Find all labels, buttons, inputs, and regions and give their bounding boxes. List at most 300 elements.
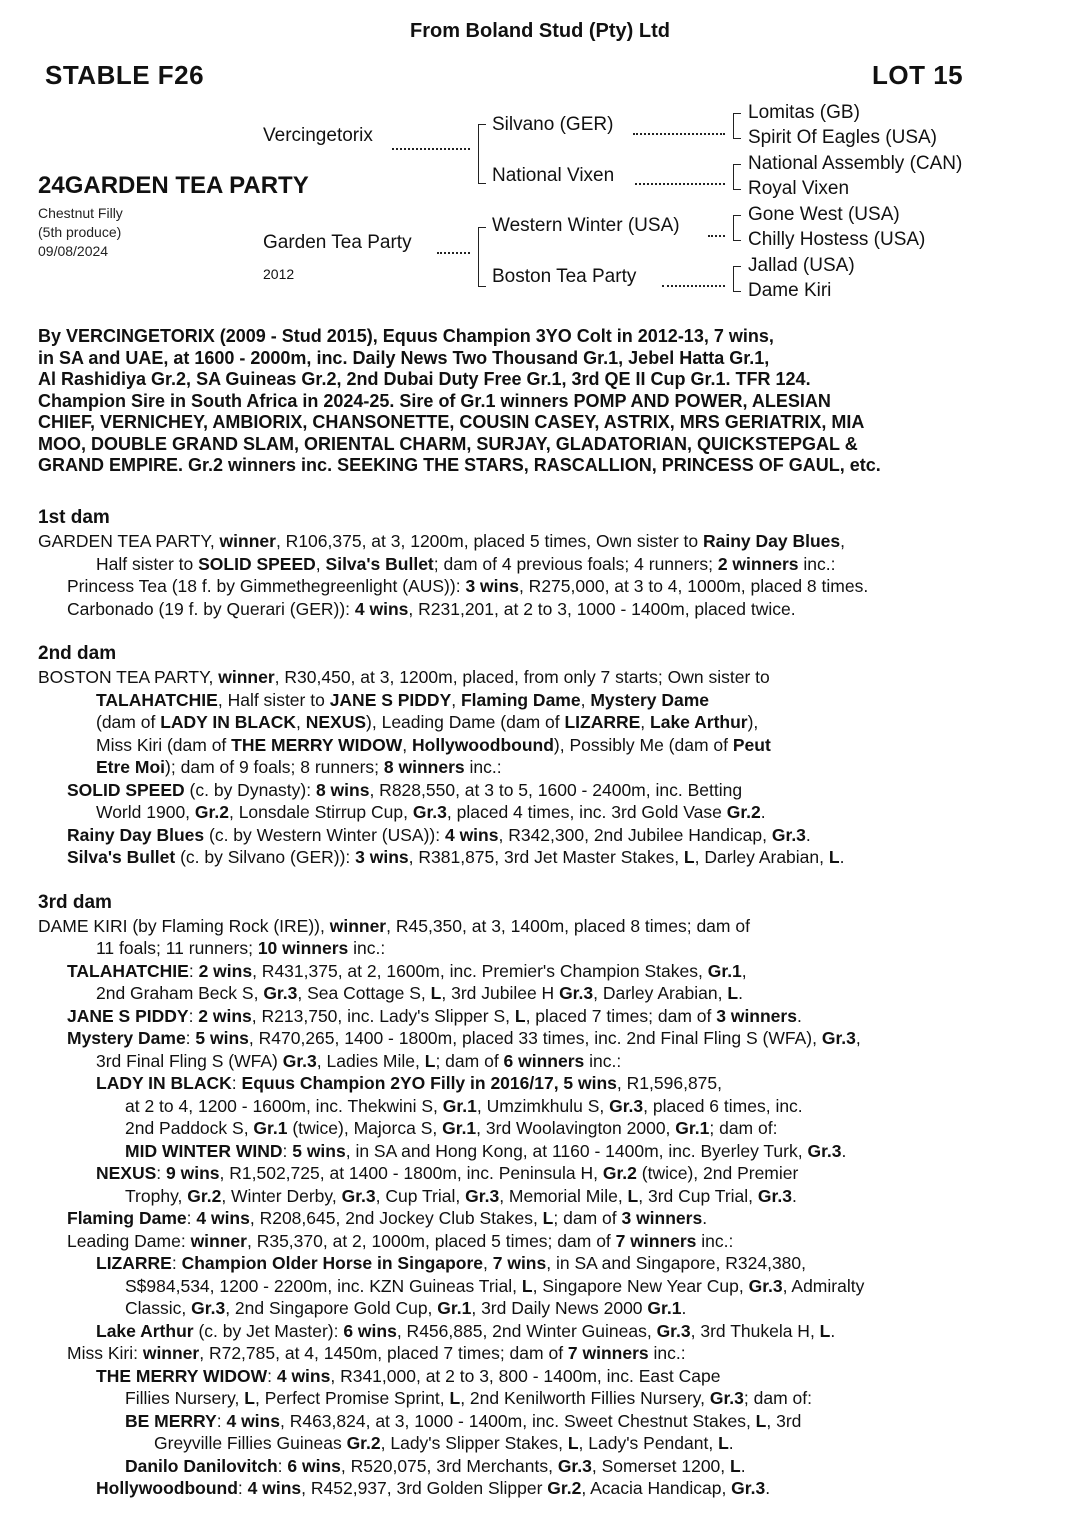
text: , in SA and Hong Kong, at 1160 - 1400m, inc. Byerley Turk, <box>345 1140 808 1161</box>
text: , Umzimkhulu S, <box>476 1095 610 1116</box>
record-line <box>38 666 1073 689</box>
ped-sire-dam: National Vixen <box>492 165 615 186</box>
bold-text: 7 wins <box>492 1253 547 1273</box>
text: (c. by Western Winter (USA)): <box>204 824 445 845</box>
bold-text: 8 wins <box>315 779 370 800</box>
text: ); dam of 9 foals; 8 runners; <box>165 757 384 777</box>
bold-text: Rainy Day Blues <box>67 824 205 845</box>
text: : <box>282 1140 293 1161</box>
bold-text: Gr.1 <box>253 1118 288 1138</box>
text: , <box>580 689 591 710</box>
text: Princess Tea (18 f. by Gimmethegreenlight (AUS)): <box>67 576 466 596</box>
text: , R452,937, 3rd Golden Slipper <box>301 1478 548 1498</box>
record-line <box>38 711 1073 734</box>
text: Fillies Nursery, <box>125 1388 245 1408</box>
bold-text: Gr.3 <box>412 802 447 822</box>
bold-text: Mystery Dame <box>67 1028 186 1048</box>
horse-sex-color: Chestnut Filly <box>38 205 123 221</box>
text: , <box>840 531 845 551</box>
record-line <box>38 1207 1073 1230</box>
text: , <box>315 553 326 574</box>
text: inc.: <box>798 553 836 574</box>
text: , <box>483 1253 493 1273</box>
bold-text: 3 winners <box>621 1208 703 1228</box>
ped-dam-sire: Western Winter (USA) <box>492 215 680 236</box>
text: ; dam of: <box>709 1118 778 1138</box>
bold-text: 6 wins <box>343 1320 397 1341</box>
bold-text: Gr.1 <box>647 1298 682 1318</box>
record-line <box>38 846 1073 869</box>
bold-text: 4 wins <box>276 1365 331 1386</box>
bold-text: Hollywoodbound <box>96 1478 238 1498</box>
text: , Cup Trial, <box>375 1185 466 1206</box>
bold-text: 2 wins <box>198 1005 252 1026</box>
text: inc.: <box>464 757 502 777</box>
bold-text: winner <box>329 915 387 936</box>
bold-text: Gr.3 <box>807 1140 842 1161</box>
sire-line: CHIEF, VERNICHEY, AMBIORIX, CHANSONETTE, COUSIN CASEY, ASTRIX, MRS GERIATRIX, MIA <box>38 412 865 432</box>
record-line <box>38 1297 1073 1320</box>
text: inc.: <box>648 1343 686 1363</box>
text: , R275,000, at 3 to 4, 1000m, placed 8 times. <box>518 576 869 596</box>
text: (twice), Majorca S, <box>287 1118 443 1138</box>
bold-text: TALAHATCHIE <box>96 689 218 710</box>
record-line <box>38 1140 1073 1163</box>
text: , <box>855 1028 861 1048</box>
bold-text: Peut <box>732 734 771 755</box>
text: , Darley Arabian, <box>593 983 728 1003</box>
text: BOSTON TEA PARTY, <box>38 667 219 687</box>
sire-summary <box>38 326 1068 477</box>
ped-connector <box>662 285 725 287</box>
text: inc.: <box>584 1050 622 1071</box>
bold-text: BE MERRY <box>125 1410 217 1431</box>
ped-gg-2: Spirit Of Eagles (USA) <box>748 127 937 148</box>
record-line <box>38 1365 1073 1388</box>
bold-text: L <box>627 1185 639 1206</box>
dam-sections <box>38 506 1073 1500</box>
bold-text: MID WINTER WIND <box>125 1140 283 1161</box>
text: ), Leading Dame (dam of <box>366 712 565 732</box>
bold-text: Silva's Bullet <box>325 553 434 574</box>
text: , in SA and Singapore, R324,380, <box>546 1253 807 1273</box>
record-line <box>38 756 1073 779</box>
text: 2nd Paddock S, <box>125 1118 254 1138</box>
bold-text: Gr.3 <box>771 824 806 845</box>
text: , 3rd Woolavington 2000, <box>476 1118 676 1138</box>
text: , R828,550, at 3 to 5, 1600 - 2400m, inc. Betting <box>369 779 743 800</box>
text: , R30,450, at 3, 1200m, placed, from only 7 starts; Own sister to <box>274 667 770 687</box>
record-line <box>38 937 1073 960</box>
bold-text: LADY IN BLACK <box>160 712 296 732</box>
bold-text: Gr.2 <box>602 1163 637 1183</box>
ped-connector <box>633 133 725 135</box>
ped-sire-sire: Silvano (GER) <box>492 114 614 135</box>
ped-connector <box>437 252 470 254</box>
bold-text: Lake Arthur <box>96 1320 194 1341</box>
text: (c. by Silvano (GER)): <box>175 847 356 867</box>
text: , Perfect Promise Sprint, <box>254 1388 450 1408</box>
bold-text: 4 wins <box>444 824 499 845</box>
text: , <box>402 734 412 755</box>
bold-text: Danilo Danilovitch <box>125 1455 278 1476</box>
bold-text: NEXUS <box>305 712 367 732</box>
bold-text: Gr.3 <box>191 1298 226 1318</box>
bold-text: L <box>819 1320 831 1341</box>
bold-text: winner <box>190 1230 247 1251</box>
text: . <box>805 824 811 845</box>
ped-connector <box>635 183 725 185</box>
bold-text: L <box>828 847 840 867</box>
bold-text: 9 wins <box>166 1163 220 1183</box>
ped-gg-7: Jallad (USA) <box>748 255 855 276</box>
text: S$984,534, 1200 - 2200m, inc. KZN Guineas Trial, <box>125 1275 522 1296</box>
text: Classic, <box>125 1298 192 1318</box>
text: . <box>839 847 845 867</box>
text: , R1,596,875, <box>616 1073 722 1093</box>
ped-dam-dam: Boston Tea Party <box>492 266 637 287</box>
bold-text: Gr.3 <box>263 983 298 1003</box>
bold-text: 6 wins <box>287 1455 341 1476</box>
bold-text: winner <box>142 1343 200 1363</box>
bold-text: SOLID SPEED <box>67 779 185 800</box>
bold-text: 4 wins <box>354 598 409 619</box>
text: (dam of <box>96 712 161 732</box>
ped-gg-6: Chilly Hostess (USA) <box>748 229 926 250</box>
ped-bracket <box>733 164 741 190</box>
bold-text: Gr.1 <box>437 1298 472 1318</box>
bold-text: Champion Older Horse in Singapore <box>181 1253 483 1273</box>
bold-text: Gr.3 <box>656 1320 691 1341</box>
bold-text: Gr.1 <box>707 960 742 981</box>
bold-text: TALAHATCHIE <box>67 960 189 981</box>
bold-text: L <box>718 1433 729 1453</box>
text: , placed 7 times; dam of <box>525 1005 717 1026</box>
text: , Darley Arabian, <box>694 847 829 867</box>
bold-text: Hollywoodbound <box>412 734 554 755</box>
record-line <box>38 779 1073 802</box>
text: , R342,300, 2nd Jubilee Handicap, <box>498 824 772 845</box>
text: , R341,000, at 2 to 3, 800 - 1400m, inc. East Cape <box>330 1365 721 1386</box>
ped-gg-8: Dame Kiri <box>748 280 832 301</box>
bold-text: Gr.3 <box>559 983 594 1003</box>
text: . <box>791 1185 797 1206</box>
record-line <box>38 1095 1073 1118</box>
ped-gg-1: Lomitas (GB) <box>748 102 860 123</box>
text: , R208,645, 2nd Jockey Club Stakes, <box>249 1208 543 1228</box>
record-line <box>38 553 1073 576</box>
sire-line: in SA and UAE, at 1600 - 2000m, inc. Daily News Two Thousand Gr.1, Jebel Hatta Gr.1, <box>38 347 770 368</box>
text: , placed 4 times, inc. 3rd Gold Vase <box>446 802 727 822</box>
bold-text: L <box>514 1005 526 1026</box>
bold-text: winner <box>218 667 275 687</box>
text: , 3rd Cup Trial, <box>638 1185 758 1206</box>
text: , R45,350, at 3, 1400m, placed 8 times; dam of <box>386 915 750 936</box>
bold-text: Rainy Day Blues <box>702 531 841 551</box>
bold-text: 10 winners <box>257 938 349 958</box>
bold-text: JANE S PIDDY <box>67 1005 189 1026</box>
text: ; dam of <box>435 1050 504 1071</box>
text: , Acacia Handicap, <box>581 1478 732 1498</box>
bold-text: 7 winners <box>615 1230 697 1251</box>
lot-number: LOT 15 <box>872 60 964 90</box>
bold-text: LIZARRE <box>96 1253 172 1273</box>
section-title: 2nd dam <box>38 643 117 664</box>
bold-text: LIZARRE <box>564 712 641 732</box>
text: inc.: <box>348 938 386 958</box>
text: , Half sister to <box>217 689 330 710</box>
text: , 3rd <box>766 1410 802 1431</box>
bold-text: Gr.3 <box>748 1275 783 1296</box>
bold-text: L <box>430 983 442 1003</box>
text: , R35,370, at 2, 1000m, placed 5 times; dam of <box>246 1230 616 1251</box>
record-line <box>38 1410 1073 1433</box>
text: (twice), 2nd Premier <box>636 1163 799 1183</box>
ped-dam-year: 2012 <box>263 266 295 282</box>
text: , 2nd Singapore Gold Cup, <box>225 1298 438 1318</box>
text: . <box>765 1478 771 1498</box>
ped-bracket <box>733 215 741 241</box>
bold-text: Gr.2 <box>726 802 761 822</box>
horse-dob: 09/08/2024 <box>38 243 109 259</box>
text: Miss Kiri (dam of <box>96 734 232 755</box>
bold-text: Lake Arthur <box>650 712 748 732</box>
bold-text: Gr.3 <box>709 1388 744 1408</box>
bold-text: LADY IN BLACK <box>96 1073 232 1093</box>
text: : <box>156 1163 167 1183</box>
text: ; dam of <box>553 1208 622 1228</box>
bold-text: 4 wins <box>196 1208 250 1228</box>
text: : <box>216 1410 227 1431</box>
text: , Memorial Mile, <box>499 1185 628 1206</box>
bold-text: Gr.2 <box>194 802 229 822</box>
record-line <box>38 1005 1073 1028</box>
bold-text: 4 wins <box>226 1410 280 1431</box>
record-line <box>38 1230 1073 1253</box>
text: : <box>188 1005 199 1026</box>
text: 3rd Final Fling S (WFA) <box>96 1050 283 1071</box>
text: (c. by Dynasty): <box>184 779 316 800</box>
record-line <box>38 1027 1073 1050</box>
bold-text: Equus Champion 2YO Filly in 2016/17, 5 wins <box>241 1073 617 1093</box>
text: , R431,375, at 2, 1600m, inc. Premier's Champion Stakes, <box>252 960 708 981</box>
text: . <box>728 1433 734 1453</box>
text: , R231,201, at 2 to 3, 1000 - 1400m, placed twice. <box>408 598 796 619</box>
record-line <box>38 1477 1073 1500</box>
bold-text: L <box>683 847 695 867</box>
stable-number: STABLE F26 <box>45 60 205 90</box>
text: : <box>171 1253 182 1273</box>
bold-text: Mystery Dame <box>590 689 710 710</box>
bold-text: 5 wins <box>195 1028 249 1048</box>
text: 11 foals; 11 runners; <box>96 938 258 958</box>
text: Miss Kiri: <box>67 1343 143 1363</box>
record-line <box>38 982 1073 1005</box>
record-line <box>38 575 1073 598</box>
bold-text: Gr.2 <box>187 1185 222 1206</box>
bold-text: Gr.1 <box>442 1095 477 1116</box>
record-line <box>38 1050 1073 1073</box>
record-line <box>38 1455 1073 1478</box>
ped-bracket <box>733 266 741 292</box>
bold-text: 4 wins <box>247 1478 302 1498</box>
ped-gg-3: National Assembly (CAN) <box>748 153 963 174</box>
text: , R520,075, 3rd Merchants, <box>340 1455 558 1476</box>
bold-text: L <box>730 1455 741 1476</box>
bold-text: Gr.3 <box>757 1185 792 1206</box>
bold-text: Flaming Dame <box>67 1208 187 1228</box>
ped-dam: Garden Tea Party <box>263 232 412 253</box>
text: , Lady's Pendant, <box>578 1433 719 1453</box>
text: , R1,502,725, at 1400 - 1800m, inc. Peninsula H, <box>219 1163 603 1183</box>
bold-text: 3 winners <box>716 1005 797 1026</box>
bold-text: Gr.3 <box>557 1455 592 1476</box>
text: , R470,265, 1400 - 1800m, placed 33 times, inc. 2nd Final Fling S (WFA), <box>248 1028 822 1048</box>
bold-text: NEXUS <box>96 1163 157 1183</box>
text: . <box>681 1298 687 1318</box>
bold-text: L <box>521 1275 533 1296</box>
bold-text: Silva's Bullet <box>67 847 176 867</box>
section-gap <box>38 869 1073 881</box>
text: World 1900, <box>96 802 195 822</box>
ped-gg-5: Gone West (USA) <box>748 204 900 225</box>
record-line <box>38 801 1073 824</box>
ped-bracket <box>478 227 486 287</box>
record-line <box>38 1185 1073 1208</box>
record-line <box>38 1387 1073 1410</box>
sire-line: By VERCINGETORIX (2009 - Stud 2015), Equus Champion 3YO Colt in 2012-13, 7 wins, <box>38 326 774 346</box>
bold-text: 5 wins <box>292 1140 346 1161</box>
text: ), Possibly Me (dam of <box>553 734 733 755</box>
bold-text: L <box>755 1410 767 1431</box>
text: , Winter Derby, <box>221 1185 342 1206</box>
text: Leading Dame: <box>67 1230 191 1251</box>
text: , Ladies Mile, <box>316 1050 425 1071</box>
section-title: 1st dam <box>38 507 110 528</box>
record-line <box>38 1117 1073 1140</box>
record-line <box>38 598 1073 621</box>
record-line <box>38 1252 1073 1275</box>
ped-connector <box>708 235 725 237</box>
text: , R106,375, at 3, 1200m, placed 5 times, Own sister to <box>275 531 703 551</box>
bold-text: Gr.3 <box>821 1028 856 1048</box>
text: , Lonsdale Stirrup Cup, <box>228 802 413 822</box>
text: : <box>237 1478 248 1498</box>
record-line <box>38 1320 1073 1343</box>
bold-text: L <box>567 1433 579 1453</box>
text: Carbonado (19 f. by Querari (GER)): <box>67 598 355 619</box>
text: inc.: <box>696 1230 734 1251</box>
bold-text: winner <box>219 531 276 551</box>
text: Greyville Fillies Guineas <box>154 1433 347 1453</box>
text: , Lady's Slipper Stakes, <box>380 1433 568 1453</box>
text: Half sister to <box>96 553 199 574</box>
bold-text: L <box>424 1050 436 1071</box>
text: (c. by Jet Master): <box>193 1320 344 1341</box>
section-title: 3rd dam <box>38 891 112 913</box>
text: , Somerset 1200, <box>591 1455 731 1476</box>
text: ; dam of: <box>743 1388 812 1408</box>
text: , Singapore New Year Cup, <box>532 1275 749 1296</box>
text: , R213,750, inc. Lady's Slipper S, <box>251 1005 515 1026</box>
bold-text: 3 wins <box>355 847 409 867</box>
bold-text: L <box>542 1208 554 1228</box>
bold-text: Gr.2 <box>547 1478 582 1498</box>
text: , <box>451 689 461 710</box>
text: , <box>741 960 747 981</box>
ped-bracket <box>733 113 741 139</box>
bold-text: 7 winners <box>567 1343 649 1363</box>
text: . <box>796 1005 802 1026</box>
bold-text: 6 winners <box>503 1050 585 1071</box>
text: : <box>231 1073 242 1093</box>
record-line <box>38 1342 1073 1365</box>
horse-name: 24GARDEN TEA PARTY <box>38 172 309 199</box>
bold-text: THE MERRY WIDOW <box>231 734 403 755</box>
bold-text: L <box>727 983 739 1003</box>
bold-text: Gr.1 <box>675 1118 710 1138</box>
text: : <box>188 960 199 981</box>
text: , R381,875, 3rd Jet Master Stakes, <box>408 847 684 867</box>
text: , R72,785, at 4, 1450m, placed 7 times; dam of <box>199 1343 568 1363</box>
bold-text: THE MERRY WIDOW <box>96 1365 268 1386</box>
text: , <box>640 712 651 732</box>
bold-text: JANE S PIDDY <box>329 689 452 710</box>
bold-text: Gr.1 <box>442 1118 477 1138</box>
bold-text: Gr.3 <box>731 1478 766 1498</box>
text: . <box>738 983 743 1003</box>
text: . <box>702 1208 708 1228</box>
bold-text: Gr.3 <box>609 1095 644 1116</box>
record-line <box>38 530 1073 553</box>
bold-text: Flaming Dame <box>460 689 581 710</box>
text: . <box>740 1455 746 1476</box>
bold-text: L <box>449 1388 461 1408</box>
record-line <box>38 915 1073 938</box>
text: , 3rd Daily News 2000 <box>471 1298 648 1318</box>
record-line <box>38 1072 1073 1095</box>
bold-text: Gr.3 <box>282 1050 317 1071</box>
record-line <box>38 960 1073 983</box>
bold-text: SOLID SPEED <box>198 553 316 574</box>
sire-line: Champion Sire in South Africa in 2024-25. Sire of Gr.1 winners POMP AND POWER, ALESIAN <box>38 390 831 411</box>
text: , Admiralty <box>782 1275 865 1296</box>
bold-text: L <box>244 1388 255 1408</box>
text: , 2nd Kenilworth Fillies Nursery, <box>460 1388 710 1408</box>
ped-connector <box>392 148 470 150</box>
bold-text: 8 winners <box>383 757 465 777</box>
ped-sire: Vercingetorix <box>263 125 373 146</box>
text: , placed 6 times, inc. <box>643 1095 803 1116</box>
text: . <box>841 1140 847 1161</box>
sire-line: MOO, DOUBLE GRAND SLAM, ORIENTAL CHARM, SURJAY, GLADATORIAN, QUICKSTEPGAL & <box>38 433 858 454</box>
record-line <box>38 1275 1073 1298</box>
text: , <box>296 712 306 732</box>
record-line <box>38 824 1073 847</box>
text: . <box>760 802 766 822</box>
text: : <box>277 1455 288 1476</box>
sire-line: GRAND EMPIRE. Gr.2 winners inc. SEEKING THE STARS, RASCALLION, PRINCESS OF GAUL, etc. <box>38 455 881 475</box>
bold-text: 3 wins <box>465 576 519 596</box>
ped-bracket <box>478 124 486 184</box>
bold-text: Gr.2 <box>346 1433 381 1453</box>
bold-text: Etre Moi <box>96 757 166 777</box>
text: : <box>186 1208 197 1228</box>
ped-gg-4: Royal Vixen <box>748 178 850 199</box>
bold-text: 2 winners <box>717 553 799 574</box>
record-line <box>38 734 1073 757</box>
text: ; dam of 4 previous foals; 4 runners; <box>433 553 718 574</box>
